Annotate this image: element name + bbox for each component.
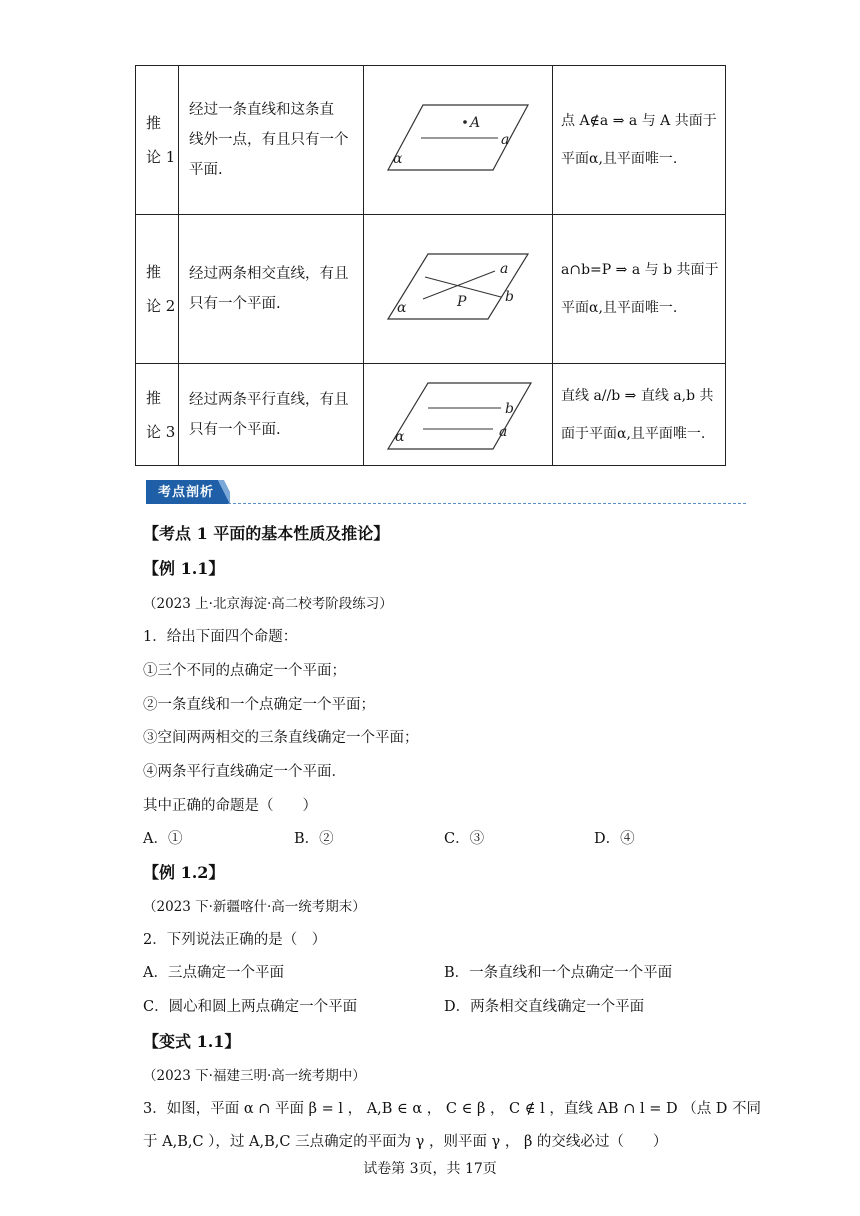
label-alpha: α xyxy=(397,300,407,316)
row-label-bottom: 论 1 xyxy=(146,148,176,166)
answer-option-c[interactable]: C．圆心和圆上两点确定一个平面 xyxy=(143,999,358,1015)
plane-intersecting-lines-figure xyxy=(383,249,533,329)
desc-line: 平面. xyxy=(189,162,223,178)
desc-line: 经过两条平行直线，有且 xyxy=(189,391,349,408)
question-prompt: 其中正确的命题是（ ） xyxy=(143,798,317,814)
answer-option-d[interactable]: D．两条相交直线确定一个平面 xyxy=(444,999,645,1015)
desc-line: 线外一点，有且只有一个 xyxy=(189,132,349,148)
table-row xyxy=(136,215,726,364)
label-b: b xyxy=(505,400,514,417)
section-banner-label: 考点剖析 xyxy=(158,485,215,500)
label-a: a xyxy=(499,423,508,440)
answer-option-c[interactable]: C．③ xyxy=(444,831,485,847)
corollary-table xyxy=(135,65,726,466)
row-label-top: 推 xyxy=(146,263,162,281)
plane-parallel-lines-figure xyxy=(383,375,533,455)
label-a: a xyxy=(500,261,509,277)
conclusion-line: 平面α,且平面唯一. xyxy=(561,300,678,316)
row-label-top: 推 xyxy=(146,114,162,132)
table-row xyxy=(136,364,726,466)
conclusion-line: 点 A∉a ⇒ a 与 A 共面于 xyxy=(561,113,717,129)
question-stem: 3．如图，平面 α ∩ 平面 β = l ， A,B ∈ α ， C ∈ β ， C ∉ l ，直线 AB ∩ l = D （点 D 不同 xyxy=(143,1101,762,1117)
answer-option-b[interactable]: B．一条直线和一个点确定一个平面 xyxy=(444,965,673,981)
answer-option-b[interactable]: B．② xyxy=(294,831,334,847)
desc-line: 只有一个平面. xyxy=(189,296,281,312)
desc-line: 只有一个平面. xyxy=(189,421,281,438)
label-alpha: α xyxy=(393,151,403,167)
example-heading: 【例 1.2】 xyxy=(143,863,225,882)
label-a: a xyxy=(501,132,510,148)
question-stem: 2．下列说法正确的是（ ） xyxy=(143,932,327,948)
conclusion-line: 直线 a//b ⇒ 直线 a,b 共 xyxy=(561,387,714,404)
table-row xyxy=(136,66,726,215)
label-P: P xyxy=(457,294,467,310)
conclusion-line: 平面α,且平面唯一. xyxy=(561,151,678,167)
question-stem: 1．给出下面四个命题： xyxy=(143,629,298,645)
variant-heading: 【变式 1.1】 xyxy=(143,1032,241,1051)
answer-option-a[interactable]: A．① xyxy=(143,831,183,847)
example-heading: 【例 1.1】 xyxy=(143,559,225,578)
row-label-bottom: 论 2 xyxy=(146,297,176,315)
desc-line: 经过两条相交直线，有且 xyxy=(189,266,349,282)
label-b: b xyxy=(505,289,514,305)
row-label-top: 推 xyxy=(146,388,162,407)
label-alpha: α xyxy=(395,428,405,445)
page-footer: 试卷第 3页，共 17页 xyxy=(363,1161,497,1177)
conclusion-line: a∩b=P ⇒ a 与 b 共面于 xyxy=(561,262,719,278)
question-source: （2023 下·福建三明·高一统考期中） xyxy=(143,1068,366,1084)
question-source: （2023 下·新疆喀什·高一统考期末） xyxy=(143,899,366,915)
proposition-item: ②一条直线和一个点确定一个平面； xyxy=(143,697,375,713)
proposition-item: ③空间两两相交的三条直线确定一个平面； xyxy=(143,730,419,746)
answer-option-a[interactable]: A．三点确定一个平面 xyxy=(143,965,284,981)
row-label-bottom: 论 3 xyxy=(146,422,176,441)
question-source: （2023 上·北京海淀·高二校考阶段练习） xyxy=(143,596,393,612)
label-A: A xyxy=(470,115,481,131)
answer-option-d[interactable]: D．④ xyxy=(594,831,635,847)
point-A xyxy=(463,120,467,124)
plane-point-line-figure xyxy=(383,100,533,180)
dashed-divider xyxy=(228,503,746,504)
desc-line: 经过一条直线和这条直 xyxy=(189,102,334,118)
proposition-item: ①三个不同的点确定一个平面； xyxy=(143,663,346,679)
proposition-item: ④两条平行直线确定一个平面． xyxy=(143,764,346,780)
question-stem-continued: 于 A,B,C ），过 A,B,C 三点确定的平面为 γ ，则平面 γ ， β 的交线必过（ ） xyxy=(143,1134,668,1150)
conclusion-line: 面于平面α,且平面唯一. xyxy=(561,425,706,442)
section-title: 【考点 1 平面的基本性质及推论】 xyxy=(143,524,390,543)
